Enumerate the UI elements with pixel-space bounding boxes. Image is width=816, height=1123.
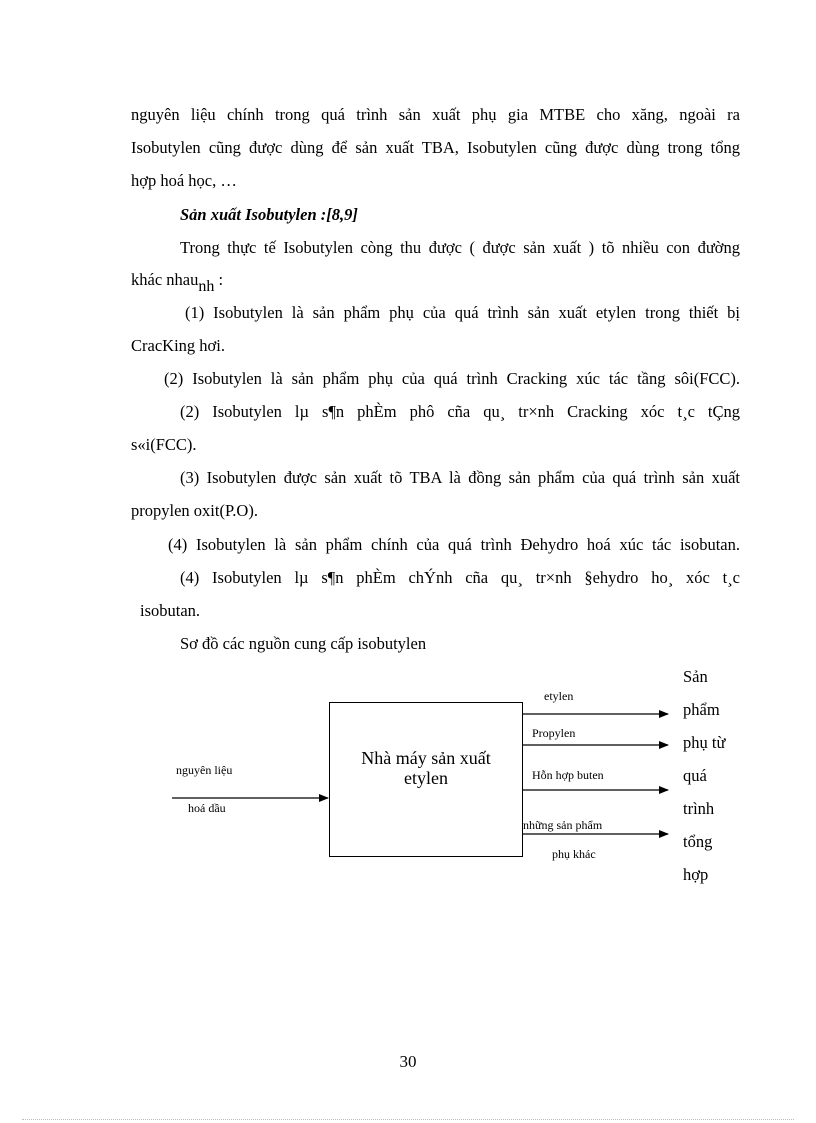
side-label-word: hợp xyxy=(683,865,709,884)
diagram-caption: Sơ đồ các nguồn cung cấp isobutylen xyxy=(180,634,427,653)
page-number: 30 xyxy=(399,1052,417,1071)
output-label-propylen: Propylen xyxy=(532,726,576,740)
text-span: : xyxy=(214,270,224,289)
text-line: nguyên liệu chính trong quá trình sản xuất phụ gia MTBE cho xăng, ngoài ra xyxy=(131,105,740,124)
text-line: (4) Isobutylen lµ s¶n phÈm chÝnh cña qu¸ tr×nh §ehydro ho¸ xóc t¸c xyxy=(180,568,740,587)
text-line: propylen oxit(P.O). xyxy=(131,501,258,520)
text-line: hợp hoá học, … xyxy=(131,171,237,190)
text-line: (4) Isobutylen là sản phẩm chính của quá trình Đehydro hoá xúc tác isobutan. xyxy=(168,535,740,554)
process-box-line: etylen xyxy=(404,768,448,788)
output-label-buten: Hỗn hợp buten xyxy=(532,768,604,782)
text-line: Trong thực tế Isobutylen còng thu được ( được sản xuất ) tõ nhiều con đường xyxy=(180,238,740,257)
side-label-word: quá xyxy=(683,766,707,785)
text-line: (2) Isobutylen lµ s¶n phÈm phô cña qu¸ tr×nh Cracking xóc t¸c tÇng xyxy=(180,402,740,421)
text-line: s«i(FCC). xyxy=(131,435,197,454)
side-label-word: trình xyxy=(683,799,715,818)
section-heading: Sản xuất Isobutylen :[8,9] xyxy=(180,205,358,224)
side-label-word: phụ từ xyxy=(683,733,726,752)
process-box-label xyxy=(329,748,523,788)
process-box-line: Nhà máy sản xuất xyxy=(361,748,491,768)
text-line: CracKing hơi. xyxy=(131,336,225,355)
side-label-word: tổng xyxy=(683,832,713,851)
text-line: (1) Isobutylen là sản phẩm phụ của quá trình sản xuất etylen trong thiết bị xyxy=(185,303,740,322)
input-label-top: nguyên liệu xyxy=(176,763,233,777)
text-line: (3) Isobutylen được sản xuất tõ TBA là đồng sản phẩm của quá trình sản xuất xyxy=(180,468,740,487)
text-line: isobutan. xyxy=(140,601,201,620)
page-bottom-rule xyxy=(22,1119,794,1120)
text-line: (2) Isobutylen là sản phẩm phụ của quá trình Cracking xúc tác tầng sôi(FCC). xyxy=(164,369,740,388)
output-label-other-2: phụ khác xyxy=(552,847,596,861)
input-label-bottom: hoá dầu xyxy=(188,801,226,815)
output-label-etylen: etylen xyxy=(544,689,574,703)
output-label-other: những sản phẩm xyxy=(523,818,603,832)
text-line: Isobutylen cũng được dùng để sản xuất TBA, Isobutylen cũng được dùng trong tổng xyxy=(131,138,740,157)
side-label-word: Sản xyxy=(683,667,708,686)
side-label-word: phẩm xyxy=(683,700,720,719)
subscript: nh xyxy=(198,278,215,295)
text-span: khác nhau xyxy=(131,270,199,289)
